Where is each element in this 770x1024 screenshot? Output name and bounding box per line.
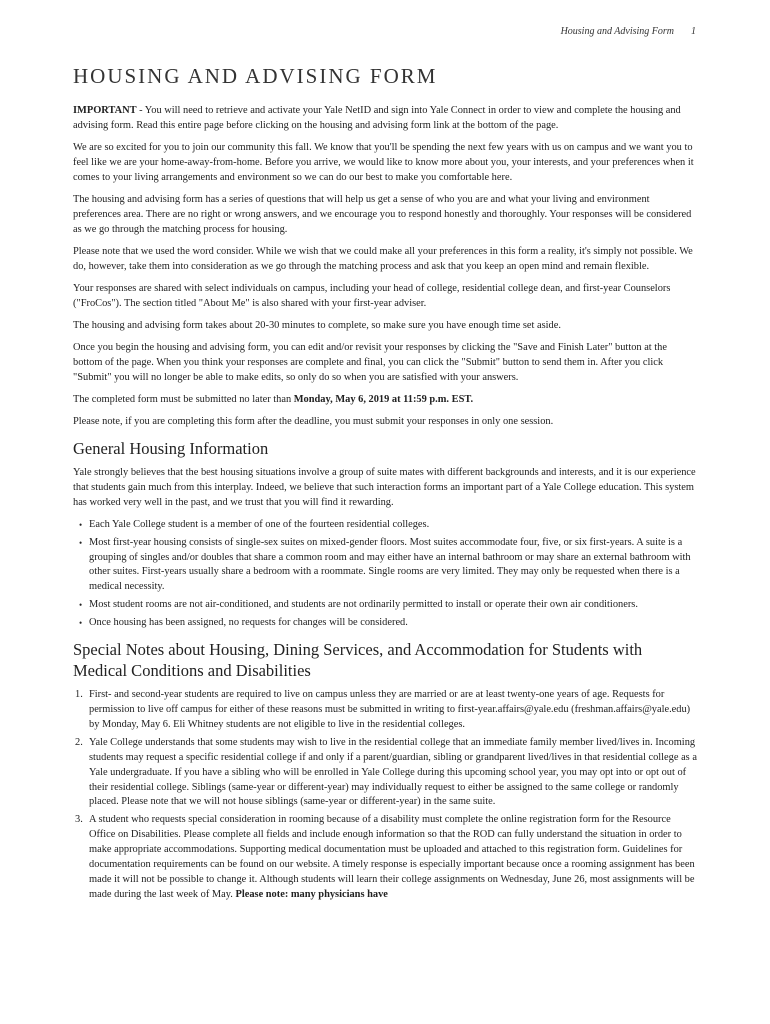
special-notes-heading: Special Notes about Housing, Dining Services, and Accommodation for Students with Medical Conditions and Disabilities	[73, 640, 643, 681]
intro-paragraph-2: The housing and advising form has a series of questions that will help us get a sense of who you are and what your living and environment preferences area. There are no right or wrong answers, and we encourage you to respond honestly and thoroughly. Your responses will be considered as we go through the matching process for housing.	[73, 193, 692, 235]
general-housing-heading: General Housing Information	[73, 438, 269, 458]
page-title: HOUSING AND ADVISING FORM	[73, 64, 438, 88]
document-body	[73, 62, 698, 906]
intro-paragraph-8: Please note, if you are completing this form after the deadline, you must submit your responses in only one session.	[73, 415, 554, 427]
deadline-date: Monday, May 6, 2019 at 11:59 p.m. EST.	[293, 393, 474, 405]
running-header	[561, 26, 696, 37]
list-item: • Each Yale College student is a member of one of the fourteen residential colleges.	[73, 518, 698, 533]
intro-paragraph-1: We are so excited for you to join our community this fall. We know that you'll be spending the next few years with us on campus and we want you to feel like we are your home-away-from-home. Before you arrive, we would like to know more about you, your interests, and your preferences when it comes to your living arrangements and environment so we can do our best to make you comfortable here.	[73, 142, 694, 183]
list-item	[73, 736, 698, 811]
page-number: 1	[691, 26, 696, 37]
deadline-lead: The completed form must be submitted no later than	[73, 393, 294, 405]
list-item: • Once housing has been assigned, no requests for changes will be considered.	[73, 616, 698, 631]
general-paragraph: Yale strongly believes that the best housing situations involve a group of suite mates with different backgrounds and interests, and it is our experience that students gain much from this interplay. Indeed, we believe that such interaction forms an important part of a Yale College education. This system has worked very well in the past, and we trust that you will find it rewarding.	[73, 466, 696, 508]
item-text: First- and second-year students are required to live on campus unless they are married or are at least twenty-one years of age. Requests for permission to live off campus for either of these reasons must be submitted in writing to first-year.affairs@yale.edu (freshman.affairs@yale.edu) by Monday, May 6. Eli Whitney students are not eligible to live in the residential colleges.	[89, 689, 691, 730]
deadline-paragraph	[73, 393, 698, 408]
important-paragraph	[73, 104, 698, 134]
item-bold-tail: Please note: many physicians have	[235, 888, 388, 900]
item-text: Yale College understands that some students may wish to live in the residential college that an immediate family member lived/lives in. Incoming students may request a specific residential college if and only if a parent/guardian, sibling or grandparent lived/lives in that residential college as a Yale undergraduate. If you have a sibling who will be enrolled in Yale College during this upcoming school year, you may opt into or opt out of their residential college. Siblings (same-year or different-year) may individually request to either be assigned to the same college or randomly placed. Please note that we will not house siblings (same-year or different-year) in the same suite.	[89, 736, 697, 808]
important-label: IMPORTANT	[73, 105, 137, 116]
general-bullet-list	[73, 518, 698, 631]
item-text: A student who requests special consideration in rooming because of a disability must complete the online registration form for the Resource Office on Disabilities. Please complete all fields and include enough information so that the ROD can fully understand the situation in order to make appropriate accommodations. Supporting medical documentation must be uploaded and attached to this registration form. Guidelines for documentation requirements can be found on our website. A timely response is especially important because once a rooming assignment has been made it will not be possible to change it. Although students will learn their college assignments on Wednesday, June 26, most assignments will be made during the last week of May.	[89, 814, 695, 900]
item-number: 3.	[75, 814, 83, 826]
important-text: - You will need to retrieve and activate your Yale NetID and sign into Yale Connect in order to view and complete the housing and advising form. Read this entire page before clicking on the housing and advising form link at the bottom of the page.	[73, 105, 681, 131]
intro-paragraph-6: Once you begin the housing and advising form, you can edit and/or revisit your responses by clicking the "Save and Finish Later" button at the bottom of the page. When you think your responses are complete and final, you can click the "Submit" button to send them in. After you click "Submit" you will no longer be able to make edits, so only do so when you are satisfied with your answers.	[73, 341, 667, 383]
intro-paragraph-5: The housing and advising form takes about 20-30 minutes to complete, so make sure you have enough time set aside.	[73, 319, 561, 331]
running-title: Housing and Advising Form	[560, 26, 674, 37]
item-number: 2.	[75, 736, 83, 748]
intro-paragraph-4: Your responses are shared with select individuals on campus, including your head of college, residential college dean, and first-year Counselors ("FroCos"). The section titled "About Me" is also shared with your first-year adviser.	[73, 282, 671, 309]
list-item: • Most student rooms are not air-conditioned, and students are not ordinarily permitted to install or operate their own air conditioners.	[73, 598, 698, 613]
intro-paragraph-3: Please note that we used the word consider. While we wish that we could make all your preferences in this form a reality, it's simply not possible. We do, however, take them into consideration as we go through the matching process and ask that you keep an open mind and remain flexible.	[73, 245, 693, 272]
list-item	[73, 813, 698, 902]
special-notes-list	[73, 688, 698, 903]
list-item: • Most first-year housing consists of single-sex suites on mixed-gender floors. Most suites accommodate four, five, or six first-years. A suite is a grouping of singles and/or doubles that share a common room and may either have an internal bathroom or may share an external bathroom with other suites. First-years usually share a bedroom with a roommate. Single rooms are very limited. They may only be requested when there is a medical necessity.	[73, 536, 698, 596]
item-number: 1.	[75, 689, 83, 701]
list-item	[73, 688, 698, 733]
